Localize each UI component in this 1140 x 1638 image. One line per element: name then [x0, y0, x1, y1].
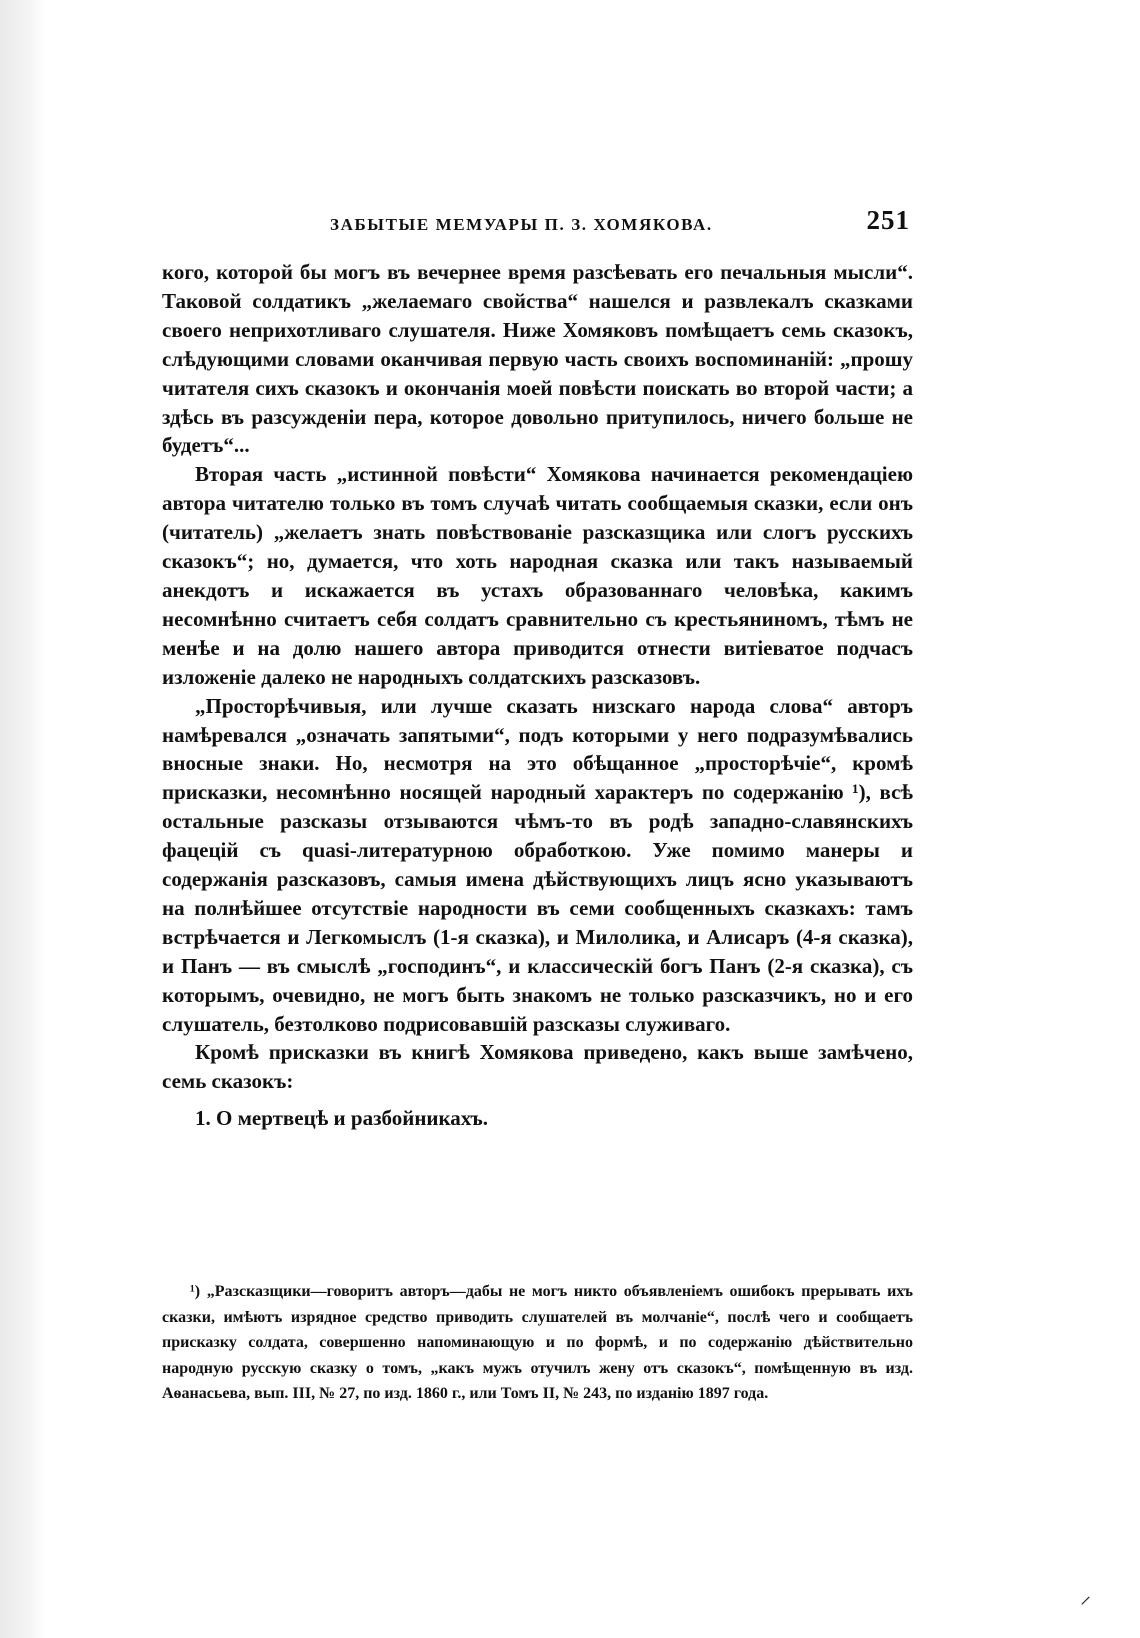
paragraph: Кромѣ присказки въ книгѣ Хомякова приведено, какъ выше замѣчено, семь сказокъ: [162, 1040, 913, 1094]
footnote-divider [162, 1268, 342, 1269]
scan-edge-shadow [0, 0, 46, 1638]
paragraph: Вторая часть „истинной повѣсти“ Хомякова начинается рекомендаціею автора читателю только въ томъ случаѣ читать сообщаемыя сказки, если онъ (читатель) „желаетъ знать повѣствованіе разсказщика или слогъ русскихъ сказокъ“; но, думается, что хоть народная сказка или такъ называемый анекдотъ и искажается въ устахъ образованнаго человѣка, какимъ несомнѣнно считаетъ себя солдатъ сравнительно съ крестьяниномъ, тѣмъ не менѣе и на долю нашего автора приводится отнести витіеватое подчасъ изложеніе далеко не народныхъ солдатскихъ разсказовъ. [162, 462, 913, 689]
main-text [162, 258, 913, 1133]
paragraph: „Просторѣчивыя, или лучше сказать низскаго народа слова“ авторъ намѣревался „означать запятыми“, подъ которыми у него подразумѣвались вносные знаки. Но, несмотря на это обѣщанное „просторѣчіе“, кромѣ присказки, несомнѣнно носящей народный характеръ по содержанію ¹), всѣ остальные разсказы отзываются чѣмъ-то въ родѣ западно-славянскихъ фацецій съ quasi-литературною обработкою. Уже помимо манеры и содержанія разсказовъ, самыя имена дѣйствующихъ лицъ ясно указываютъ на полнѣйшее отсутствіе народности въ семи сообщенныхъ сказкахъ: тамъ встрѣчается и Легкомыслъ (1-я сказка), и Милолика, и Алисаръ (4-я сказка), и Панъ — въ смыслѣ „господинъ“, и классическій богъ Панъ (2-я сказка), съ которымъ, очевидно, не могъ быть знакомъ не только разсказчикъ, но и его слушатель, безтолково подрисовавшій разсказы служиваго. [162, 693, 913, 1036]
footnotes [162, 1279, 913, 1407]
footnote: ¹) „Разсказщики—говоритъ авторъ—дабы не могъ никто объявленіемъ ошибокъ прерывать ихъ сказки, имѣютъ изрядное средство приводить слушателей въ молчаніе“, послѣ чего и сообщаетъ присказку солдата, совершенно напоминающую и по формѣ, и по содержанію дѣйствительно народную русскую сказку о томъ, „какъ мужъ отучилъ жену отъ сказокъ“, помѣщенную въ изд. Аѳанасьева, вып. III, № 27, по изд. 1860 г., или Томъ II, № 243, по изданію 1897 года. [162, 1283, 913, 1403]
running-title: ЗАБЫТЫЕ МЕМУАРЫ П. З. ХОМЯКОВА. [330, 215, 713, 234]
paragraph: кого, которой бы могъ въ вечернее время разсѣевать его печальныя мысли“. Таковой солдатикъ „желаемаго свойства“ нашелся и развлекалъ сказками своего неприхотливаго слушателя. Ниже Хомяковъ помѣщаетъ семь сказокъ, слѣдующими словами оканчивая первую часть своихъ воспоминаній: „прошу читателя сихъ сказокъ и окончанія моей повѣсти поискать во второй части; а здѣсь въ разсужденіи пера, которое довольно притупилось, ничего больше не будетъ“... [162, 260, 913, 458]
page-number: 251 [866, 205, 910, 235]
corner-mark: ⸝ [1080, 1584, 1092, 1609]
list-item: 1. О мертвецѣ и разбойникахъ. [195, 1106, 489, 1131]
page-header [330, 205, 910, 239]
